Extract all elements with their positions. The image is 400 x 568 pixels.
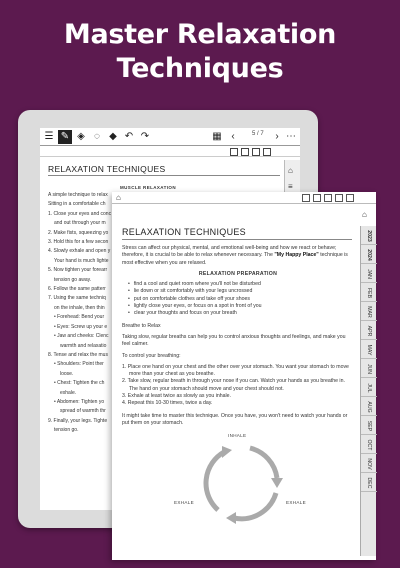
steps-list bbox=[122, 364, 354, 408]
list-item: • lie down or sit comfortably with your legs uncrossed bbox=[128, 288, 354, 295]
menu-icon[interactable]: ☰ bbox=[44, 131, 54, 142]
page-title: RELAXATION TECHNIQUES bbox=[122, 227, 246, 237]
section-heading: RELAXATION PREPARATION bbox=[198, 270, 278, 277]
back-line: • Eyes: Screw up your e bbox=[54, 323, 108, 330]
list-item: 3. Exhale at least twice as slowly as you inhale. bbox=[122, 393, 231, 400]
eraser-icon[interactable]: ◈ bbox=[77, 131, 85, 142]
list-icon[interactable] bbox=[335, 194, 343, 202]
headline-line-2: Techniques bbox=[116, 53, 284, 84]
tab-2023[interactable]: 2023 bbox=[361, 226, 377, 245]
undo-icon[interactable]: ↶ bbox=[124, 131, 134, 142]
control-heading: To control your breathing: bbox=[122, 352, 181, 359]
exhale-label-left: EXHALE bbox=[174, 500, 194, 505]
calendar-icon[interactable] bbox=[241, 148, 249, 156]
headline-line-1: Master Relaxation bbox=[63, 19, 337, 50]
redo-icon[interactable]: ↷ bbox=[140, 131, 150, 142]
lasso-icon[interactable]: ◌ bbox=[94, 131, 100, 142]
back-line: • Abdomen: Tighten yo bbox=[54, 398, 105, 405]
bookmark-icon[interactable] bbox=[230, 148, 238, 156]
page-top-bar bbox=[112, 192, 376, 204]
back-line: 2. Make fists, squeezing yo bbox=[48, 229, 109, 236]
page-indicator: 5 / 7 bbox=[252, 131, 264, 137]
tab-jun[interactable]: JUN bbox=[361, 359, 377, 378]
back-line: 9. Finally, your legs. Tighte bbox=[48, 417, 108, 424]
breathe-text: Taking slow, regular breaths can help you to control anxious thoughts and feelings, and make you feel calmer. bbox=[122, 333, 346, 348]
back-line: • Forehead: Bend your bbox=[54, 314, 105, 321]
back-line: • Chest: Tighten the ch bbox=[54, 380, 105, 387]
device-subtoolbar bbox=[40, 147, 300, 157]
back-page-body bbox=[48, 192, 120, 437]
bookmark-icon[interactable] bbox=[302, 194, 310, 202]
home-icon[interactable]: ⌂ bbox=[116, 193, 121, 202]
tab-may[interactable]: MAY bbox=[361, 340, 377, 359]
prep-list bbox=[122, 281, 354, 317]
back-line: tension go. bbox=[54, 427, 79, 434]
pages-icon[interactable]: ▦ bbox=[212, 131, 222, 142]
back-line: tension go away. bbox=[54, 276, 92, 283]
back-page-rule bbox=[48, 175, 280, 176]
prev-page-icon[interactable]: ‹ bbox=[231, 131, 235, 142]
back-page-title: RELAXATION TECHNIQUES bbox=[48, 164, 166, 174]
tab-sep[interactable]: SEP bbox=[361, 416, 377, 435]
month-tabs bbox=[360, 226, 376, 556]
home-icon[interactable]: ⌂ bbox=[288, 166, 293, 175]
breathing-cycle-diagram bbox=[168, 435, 318, 530]
back-line: 8. Tense and relax the mus bbox=[48, 351, 108, 358]
page-content bbox=[122, 245, 354, 431]
device-toolbar bbox=[40, 128, 300, 146]
back-line: loose. bbox=[60, 370, 74, 377]
back-line: and out through your m bbox=[54, 220, 106, 227]
tab-jan[interactable]: JAN bbox=[361, 264, 377, 283]
exhale-label-right: EXHALE bbox=[286, 500, 306, 505]
tab-oct[interactable]: OCT bbox=[361, 435, 377, 454]
list-item: 1. Place one hand on your chest and the other over your stomach. You want your stomach to move more than your chest as you breathe. bbox=[122, 363, 349, 378]
tab-aug[interactable]: AUG bbox=[361, 397, 377, 416]
back-line: exhale. bbox=[60, 389, 77, 396]
notes-icon[interactable] bbox=[252, 148, 260, 156]
intro-highlight: "My Happy Place" bbox=[274, 252, 319, 259]
back-line: warmth and relaxatio bbox=[60, 342, 107, 349]
notes-icon[interactable] bbox=[324, 194, 332, 202]
list-item: • lightly close your eyes, or focus on a spot in front of you bbox=[128, 303, 354, 310]
more-icon[interactable]: ⋯ bbox=[286, 131, 296, 142]
settings-icon[interactable] bbox=[263, 148, 271, 156]
headline bbox=[0, 18, 400, 86]
tab-mar[interactable]: MAR bbox=[361, 302, 377, 321]
back-line: on the inhale, then thin bbox=[54, 304, 105, 311]
back-line: 4. Slowly exhale and open y bbox=[48, 248, 111, 255]
list-item: • find a cool and quiet room where you'll not be disturbed bbox=[128, 281, 354, 288]
settings-icon[interactable] bbox=[346, 194, 354, 202]
list-item: • clear your thoughts and focus on your breath bbox=[128, 310, 354, 317]
back-line: spread of warmth thr bbox=[60, 408, 106, 415]
next-page-icon[interactable]: › bbox=[275, 131, 279, 142]
back-line: 3. Hold this for a few secon bbox=[48, 239, 109, 246]
tab-2024[interactable]: 2024 bbox=[361, 245, 377, 264]
tab-nov[interactable]: NOV bbox=[361, 454, 377, 473]
back-line: A simple technique to relax bbox=[48, 192, 108, 198]
breathe-heading: Breathe to Relax bbox=[122, 322, 161, 329]
tab-dec[interactable]: DEC bbox=[361, 473, 377, 492]
back-line: Sitting in a comfortable ch bbox=[48, 201, 106, 208]
back-line: 6. Follow the same patterr bbox=[48, 286, 106, 293]
layers-icon[interactable]: ◆ bbox=[109, 131, 117, 142]
back-line: 7. Using the same techniq bbox=[48, 295, 106, 302]
tab-feb[interactable]: FEB bbox=[361, 283, 377, 302]
list-item: 2. Take slow, regular breath in through your nose if you can. Watch your hands as you breathe in. The hand on your stomach should move and your chest should not. bbox=[122, 378, 345, 392]
back-line: • Jaw and cheeks: Clenc bbox=[54, 333, 109, 340]
list-item: 4. Repeat this 10-30 times, twice a day. bbox=[122, 400, 213, 407]
inhale-label: INHALE bbox=[228, 433, 247, 438]
back-line: • Shoulders: Point ther bbox=[54, 361, 104, 368]
tab-apr[interactable]: APR bbox=[361, 321, 377, 340]
list-icon[interactable]: ≡ bbox=[288, 182, 293, 191]
title-rule bbox=[122, 239, 352, 240]
pen-icon[interactable]: ✎ bbox=[58, 130, 72, 144]
planner-page bbox=[112, 192, 376, 560]
cycle-arrows bbox=[168, 435, 318, 530]
sidebar-home-icon[interactable]: ⌂ bbox=[362, 210, 367, 219]
back-line: Your hand is much lighte bbox=[54, 257, 109, 264]
tab-jul[interactable]: JUL bbox=[361, 378, 377, 397]
list-item: • put on comfortable clothes and take off your shoes bbox=[128, 296, 354, 303]
back-line: 5. Now tighten your forearr bbox=[48, 267, 108, 274]
intro-paragraph: Stress can affect our physical, mental, and emotional well-being and how we react or behave; therefore, it is crucial to be able to relax whenever necessary. The "My Happy Place" technique is most effective when you are relaxed. bbox=[122, 245, 348, 266]
calendar-icon[interactable] bbox=[313, 194, 321, 202]
back-page-subheading: MUSCLE RELAXATION bbox=[120, 185, 176, 190]
back-line: 1. Close your eyes and conc bbox=[48, 210, 112, 217]
closing-text: It might take time to master this technique. Once you have, you won't need to watch your hands or put them on your stomach. bbox=[122, 412, 348, 426]
